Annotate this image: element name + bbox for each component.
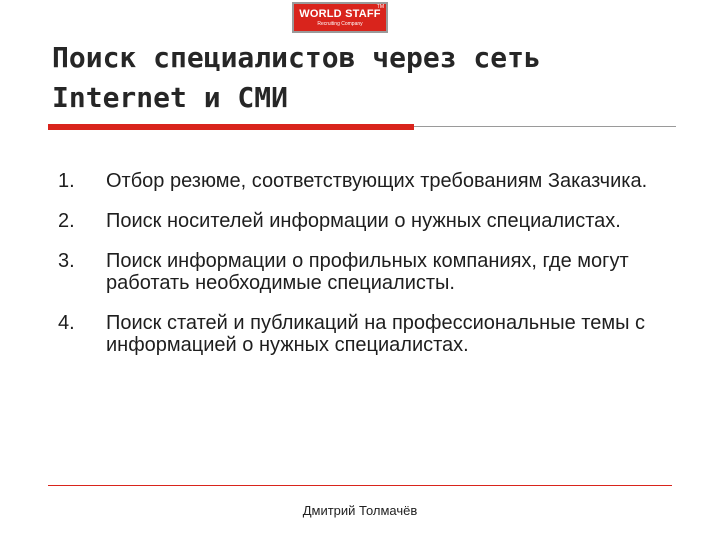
list-item-number: 4.: [58, 312, 75, 334]
list-item-text: Поиск статей и публикаций на профессиональные темы с информацией о нужных специалистах.: [106, 312, 646, 356]
list-item: [58, 312, 698, 356]
list-item-number: 1.: [58, 170, 75, 192]
list-item: [58, 170, 698, 192]
list-item-text: Поиск информации о профильных компаниях, где могут работать необходимые специалисты.: [106, 250, 629, 294]
list-item-text: Отбор резюме, соответствующих требованиям Заказчика.: [106, 170, 648, 192]
list-item-number: 2.: [58, 210, 75, 232]
footer-author: Дмитрий Толмачёв: [302, 503, 418, 518]
numbered-list: [58, 170, 698, 374]
footer-divider: [48, 485, 672, 486]
slide-title: [52, 38, 692, 118]
logo-main-text: WORLD STAFF: [299, 8, 381, 20]
title-underline-red: [48, 124, 414, 130]
list-item-text: Поиск носителей информации о нужных специалистах.: [106, 210, 621, 232]
list-item: [58, 210, 698, 232]
slide-title-line-2: Internet и СМИ: [52, 81, 289, 114]
world-staff-logo: [292, 2, 388, 33]
list-item: [58, 250, 698, 294]
list-item-number: 3.: [58, 250, 75, 272]
logo-subtitle: Recruiting Company: [317, 21, 363, 27]
logo-trademark: TM: [376, 4, 384, 10]
slide-title-line-1: Поиск специалистов через сеть: [52, 41, 541, 74]
